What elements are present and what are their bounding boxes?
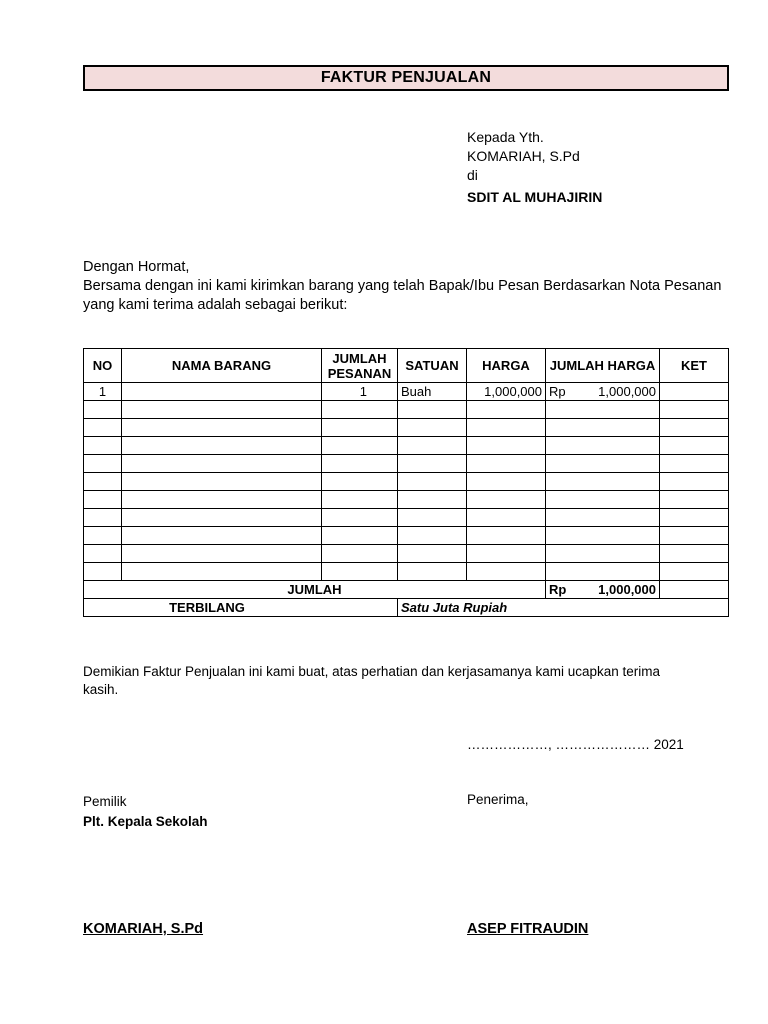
- table-row: [84, 437, 729, 455]
- terbilang-row: [84, 599, 729, 617]
- recipient-school: SDIT AL MUHAJIRIN: [467, 189, 603, 205]
- intro-text: [83, 258, 723, 315]
- recipient-block: [467, 128, 602, 207]
- header-ket: KET: [660, 349, 729, 383]
- cell-harga: 1,000,000: [467, 383, 546, 401]
- total-currency: Rp: [549, 581, 567, 597]
- recipient-at: di: [467, 167, 478, 183]
- table-row: [84, 509, 729, 527]
- table-row: [84, 491, 729, 509]
- signature-left-role: Pemilik: [83, 794, 127, 809]
- terbilang-label: TERBILANG: [84, 599, 398, 617]
- header-no: NO: [84, 349, 122, 383]
- items-table: [83, 348, 729, 617]
- table-row: [84, 383, 729, 401]
- salutation: Dengan Hormat,: [83, 259, 190, 275]
- table-row: [84, 545, 729, 563]
- table-row: [84, 455, 729, 473]
- invoice-title: FAKTUR PENJUALAN: [83, 65, 729, 91]
- table-row: [84, 473, 729, 491]
- recipient-greeting: Kepada Yth.: [467, 129, 544, 145]
- signature-right-role: Penerima,: [467, 792, 529, 807]
- cell-currency: Rp: [549, 383, 566, 399]
- recipient-name: KOMARIAH, S.Pd: [467, 148, 580, 164]
- cell-nama-barang: [122, 383, 322, 401]
- total-label: JUMLAH: [84, 581, 546, 599]
- header-jumlah-pesanan: JUMLAH PESANAN: [322, 349, 398, 383]
- total-ket: [660, 581, 729, 599]
- table-row: [84, 563, 729, 581]
- signature-right-name: ASEP FITRAUDIN: [467, 921, 589, 937]
- header-jumlah-harga: JUMLAH HARGA: [546, 349, 660, 383]
- date-line: ………………, ………………… 2021: [467, 737, 684, 752]
- cell-satuan: Buah: [398, 383, 467, 401]
- header-satuan: SATUAN: [398, 349, 467, 383]
- signature-left-block: [83, 792, 208, 832]
- cell-no: 1: [84, 383, 122, 401]
- table-row: [84, 419, 729, 437]
- total-value: 1,000,000: [598, 581, 656, 597]
- table-row: [84, 527, 729, 545]
- header-harga: HARGA: [467, 349, 546, 383]
- header-nama-barang: NAMA BARANG: [122, 349, 322, 383]
- cell-jumlah-harga: [546, 383, 660, 401]
- total-amount: [546, 581, 660, 599]
- signature-left-name: KOMARIAH, S.Pd: [83, 921, 204, 937]
- terbilang-value: Satu Juta Rupiah: [398, 599, 729, 617]
- intro-body: Bersama dengan ini kami kirimkan barang yang telah Bapak/Ibu Pesan Berdasarkan Nota Pesanan yang kami terima adalah sebagai berikut:: [83, 278, 722, 313]
- total-row: [84, 581, 729, 599]
- cell-ket: [660, 383, 729, 401]
- table-header-row: [84, 349, 729, 383]
- signature-left-title: Plt. Kepala Sekolah: [83, 814, 208, 829]
- cell-jumlah-harga-value: 1,000,000: [598, 383, 656, 399]
- cell-jumlah-pesanan: 1: [322, 383, 398, 401]
- table-row: [84, 401, 729, 419]
- closing-text: Demikian Faktur Penjualan ini kami buat, atas perhatian dan kerjasamanya kami ucapkan terima kasih.: [83, 664, 661, 697]
